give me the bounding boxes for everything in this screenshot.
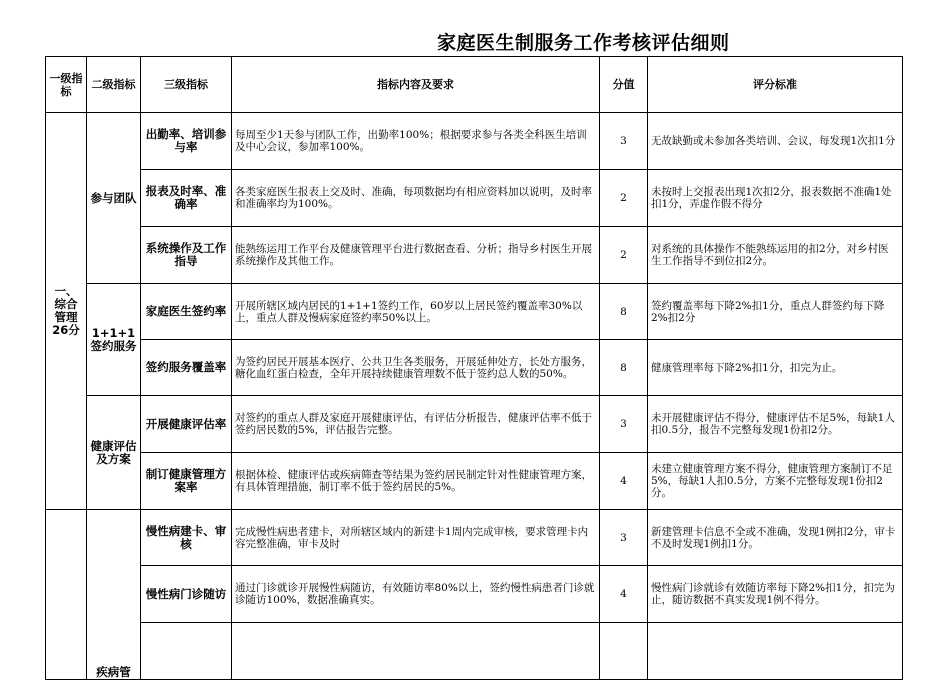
- level3-cell: 签约服务覆盖率: [141, 340, 232, 396]
- header-criteria: 评分标准: [648, 57, 903, 113]
- criteria-cell: 未按时上交报表出现1次扣2分，报表数据不准确1处扣1分，弄虚作假不得分: [648, 170, 903, 227]
- criteria-cell: 未开展健康评估不得分，健康评估不足5%，每缺1人扣0.5分，报告不完整每发现1份扣2分。: [648, 396, 903, 453]
- score-cell: 2: [600, 227, 648, 284]
- content-cell: 为签约居民开展基本医疗、公共卫生各类服务，开展延伸处方，长处方服务，糖化血红蛋白检查，全年开展持续健康管理数不低于签约总人数的50%。: [232, 340, 600, 396]
- level3-cell: 家庭医生签约率: [141, 284, 232, 340]
- criteria-cell: 对系统的具体操作不能熟练运用的扣2分，对乡村医生工作指导不到位扣2分。: [648, 227, 903, 284]
- content-cell: 通过门诊就诊开展慢性病随访，有效随访率80%以上，签约慢性病患者门诊就诊随访100%，数据准确真实。: [232, 566, 600, 623]
- table-row-clipped: [46, 623, 903, 680]
- header-level3: 三级指标: [141, 57, 232, 113]
- level2-team: 参与团队: [87, 113, 141, 284]
- content-cell: 能熟练运用工作平台及健康管理平台进行数据查看、分析；指导乡村医生开展系统操作及其他工作。: [232, 227, 600, 284]
- level3-cell: 制订健康管理方案率: [141, 453, 232, 510]
- score-cell: 8: [600, 340, 648, 396]
- criteria-cell: 未建立健康管理方案不得分，健康管理方案制订不足5%，每缺1人扣0.5分，方案不完整每发现1份扣2分。: [648, 453, 903, 510]
- level2-sign-service: 1+1+1签约服务: [87, 284, 141, 396]
- header-content: 指标内容及要求: [232, 57, 600, 113]
- level2-chronic-management: 疾病管: [87, 510, 141, 680]
- header-level1: 一级指标: [46, 57, 87, 113]
- page-title: 家庭医生制服务工作考核评估细则: [437, 32, 730, 54]
- level3-cell: 慢性病建卡、审核: [141, 510, 232, 566]
- content-cell: 每周至少1天参与团队工作，出勤率100%；根据要求参与各类全科医生培训及中心会议，参加率100%。: [232, 113, 600, 170]
- level3-cell: 慢性病门诊随访: [141, 566, 232, 623]
- table-row: [46, 510, 903, 566]
- score-cell: [600, 623, 648, 680]
- table-row: [46, 340, 903, 396]
- table-row: [46, 453, 903, 510]
- content-cell: 根据体检、健康评估或疾病筛查等结果为签约居民制定针对性健康管理方案，有具体管理措施，制订率不低于签约居民的5%。: [232, 453, 600, 510]
- score-cell: 3: [600, 510, 648, 566]
- level3-cell: 系统操作及工作指导: [141, 227, 232, 284]
- content-cell: 各类家庭医生报表上交及时、准确，每项数据均有相应资料加以说明，及时率和准确率均为100%。: [232, 170, 600, 227]
- table-row: [46, 566, 903, 623]
- content-cell: 开展所辖区域内居民的1+1+1签约工作，60岁以上居民签约覆盖率30%以上，重点人群及慢病家庭签约率50%以上。: [232, 284, 600, 340]
- assessment-table-region: [45, 56, 902, 679]
- level3-cell: 报表及时率、准确率: [141, 170, 232, 227]
- level2-health-assessment: 健康评估及方案: [87, 396, 141, 510]
- criteria-cell: 新建管理卡信息不全或不准确，发现1例扣2分，审卡不及时发现1例扣1分。: [648, 510, 903, 566]
- score-cell: 4: [600, 453, 648, 510]
- header-level2: 二级指标: [87, 57, 141, 113]
- level1-general-management: 一、综合管理26分: [46, 113, 87, 510]
- level1-continued: [46, 510, 87, 680]
- criteria-cell: 慢性病门诊就诊有效随访率每下降2%扣1分，扣完为止，随访数据不真实发现1例不得分。: [648, 566, 903, 623]
- level3-cell: 出勤率、培训参与率: [141, 113, 232, 170]
- content-cell: 完成慢性病患者建卡，对所辖区域内的新建卡1周内完成审核，要求管理卡内容完整准确，审卡及时: [232, 510, 600, 566]
- criteria-cell: [648, 623, 903, 680]
- header-score: 分值: [600, 57, 648, 113]
- criteria-cell: 无故缺勤或未参加各类培训、会议，每发现1次扣1分: [648, 113, 903, 170]
- table-row: [46, 396, 903, 453]
- content-cell: 对签约的重点人群及家庭开展健康评估，有评估分析报告，健康评估率不低于签约居民数的5%，评估报告完整。: [232, 396, 600, 453]
- level3-cell: [141, 623, 232, 680]
- table-row: [46, 227, 903, 284]
- score-cell: 3: [600, 113, 648, 170]
- criteria-cell: 健康管理率每下降2%扣1分，扣完为止。: [648, 340, 903, 396]
- content-cell: [232, 623, 600, 680]
- table-row: [46, 284, 903, 340]
- header-row: [46, 57, 903, 113]
- score-cell: 3: [600, 396, 648, 453]
- level3-cell: 开展健康评估率: [141, 396, 232, 453]
- score-cell: 4: [600, 566, 648, 623]
- criteria-cell: 签约覆盖率每下降2%扣1分，重点人群签约每下降2%扣2分: [648, 284, 903, 340]
- assessment-table: [45, 56, 903, 680]
- table-row: [46, 170, 903, 227]
- score-cell: 8: [600, 284, 648, 340]
- table-row: [46, 113, 903, 170]
- score-cell: 2: [600, 170, 648, 227]
